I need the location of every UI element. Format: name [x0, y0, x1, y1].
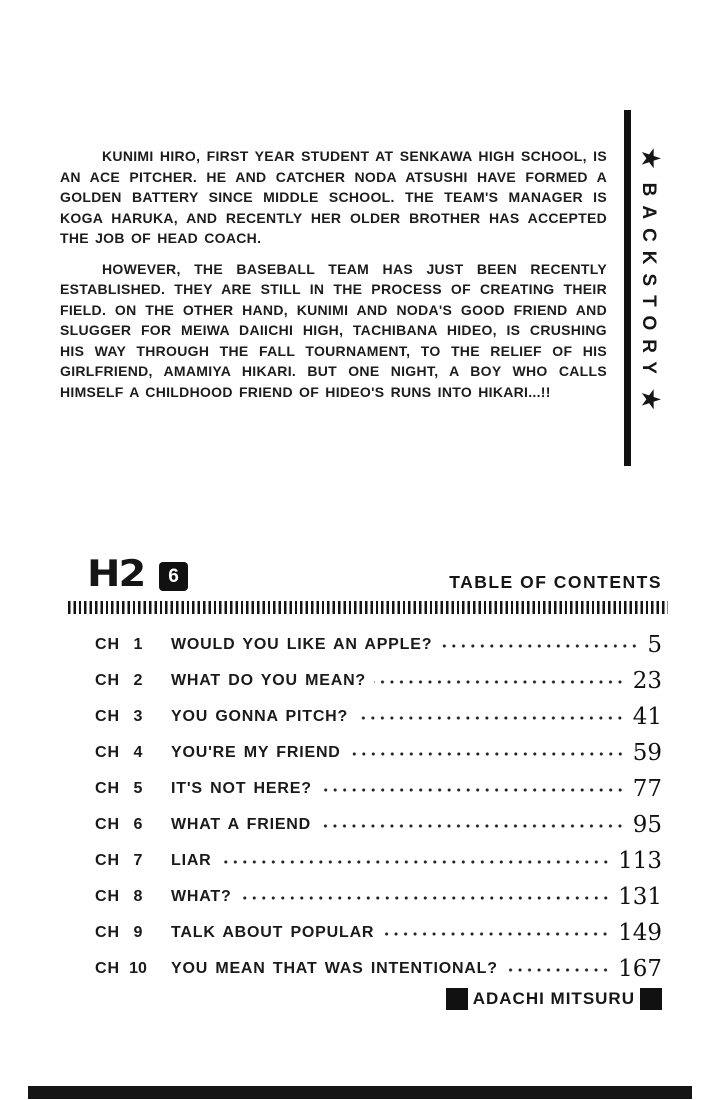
chapter-row — [95, 663, 662, 699]
dot-leader — [382, 931, 610, 937]
chapter-title: TALK ABOUT POPULAR — [171, 924, 375, 941]
chapter-title: IT'S NOT HERE? — [171, 780, 312, 797]
page-number: 167 — [618, 956, 662, 982]
chapter-number: 6 — [133, 816, 143, 833]
chapter-row — [95, 843, 662, 879]
page-number: 59 — [632, 740, 662, 766]
page-number: 41 — [632, 704, 662, 730]
star-icon: ★ — [638, 388, 664, 410]
page-number: 77 — [632, 776, 662, 802]
dot-leader — [220, 859, 611, 865]
chapter-number: 4 — [133, 744, 143, 761]
dot-leader — [440, 643, 639, 649]
author-name: ADACHI MITSURU — [472, 989, 635, 1008]
chapter-number: 3 — [133, 708, 143, 725]
page-bottom-bar — [28, 1086, 692, 1099]
chapter-row — [95, 699, 662, 735]
dot-leader — [319, 823, 625, 829]
chapter-row — [95, 627, 662, 663]
backstory-paragraph-2: HOWEVER, THE BASEBALL TEAM HAS JUST BEEN RECENTLY ESTABLISHED. THEY ARE STILL IN THE PROCESS OF CREATING THEIR FIELD. ON THE OTHER HAND, KUNIMI AND NODA'S GOOD FRIEND AND SLUGGER FOR MEIWA DAIICHI HIGH, TACHIBANA HIDEO, IS CRUSHING HIS WAY THROUGH THE FALL TOURNAMENT, TO THE RELIEF OF HIS GIRLFRIEND, AMAMIYA HIKARI. BUT ONE NIGHT, A BOY WHO CALLS HIMSELF A CHILDHOOD FRIEND OF HIDEO'S RUNS INTO HIKARI...!! — [60, 260, 607, 400]
chapter-label: CH — [95, 888, 121, 905]
chapter-number: 9 — [133, 924, 143, 941]
chapter-label: CH — [95, 636, 121, 653]
volume-number-badge: 6 — [159, 562, 188, 591]
page-number: 131 — [618, 884, 662, 910]
chapter-title: WHAT? — [171, 888, 232, 905]
dot-leader — [506, 967, 610, 973]
chapter-label: CH — [95, 744, 121, 761]
chapter-label: CH — [95, 816, 121, 833]
page-number: 149 — [618, 920, 662, 946]
backstory-side-label — [637, 148, 664, 448]
chapter-title: WOULD YOU LIKE AN APPLE? — [171, 636, 433, 653]
chapter-number: 7 — [133, 852, 143, 869]
chapter-title: YOU'RE MY FRIEND — [171, 744, 341, 761]
dot-leader — [356, 715, 625, 721]
chapter-row — [95, 951, 662, 987]
chapter-title: WHAT A FRIEND — [171, 816, 312, 833]
chapter-number: 1 — [133, 636, 143, 653]
dot-leader — [240, 895, 611, 901]
star-icon: ★ — [638, 148, 664, 169]
backstory-paragraph-1: KUNIMI HIRO, FIRST YEAR STUDENT AT SENKAWA HIGH SCHOOL, IS AN ACE PITCHER. HE AND CATCHER NODA ATSUSHI HAVE FORMED A GOLDEN BATTERY SINCE MIDDLE SCHOOL. THE TEAM'S MANAGER IS KOGA HARUKA, AND RECENTLY HER OLDER BROTHER HAS ACCEPTED THE JOB OF HEAD COACH. — [60, 148, 607, 246]
chapter-label: CH — [95, 780, 121, 797]
dot-leader — [374, 679, 625, 685]
chapter-label: CH — [95, 708, 121, 725]
author-credit — [446, 988, 662, 1010]
toc-heading: TABLE OF CONTENTS — [449, 572, 662, 592]
chapter-title: LIAR — [171, 852, 212, 869]
chapter-row — [95, 915, 662, 951]
dot-leader — [349, 751, 625, 757]
square-icon — [640, 988, 662, 1010]
chapter-number: 10 — [129, 960, 147, 977]
chapter-number: 5 — [133, 780, 143, 797]
chapter-row — [95, 807, 662, 843]
page-number: 23 — [632, 668, 662, 694]
chapter-list — [95, 627, 662, 987]
chapter-row — [95, 771, 662, 807]
backstory-text-block — [60, 146, 607, 402]
chapter-label: CH — [95, 924, 121, 941]
chapter-label: CH — [95, 852, 121, 869]
chapter-number: 2 — [133, 672, 143, 689]
chapter-label: CH — [95, 960, 121, 977]
chapter-row — [95, 735, 662, 771]
square-icon — [446, 988, 468, 1010]
chapter-title: YOU GONNA PITCH? — [171, 708, 349, 725]
chapter-title: WHAT DO YOU MEAN? — [171, 672, 366, 689]
barcode-divider — [68, 601, 668, 614]
chapter-label: CH — [95, 672, 121, 689]
series-logo: H2 — [87, 553, 145, 596]
chapter-number: 8 — [133, 888, 143, 905]
chapter-title: YOU MEAN THAT WAS INTENTIONAL? — [171, 960, 498, 977]
backstory-label: BACKSTORY — [638, 182, 659, 383]
page-number: 5 — [647, 632, 662, 658]
backstory-divider-line — [624, 110, 631, 466]
chapter-row — [95, 879, 662, 915]
page-number: 95 — [632, 812, 662, 838]
dot-leader — [320, 787, 625, 793]
page-number: 113 — [618, 848, 662, 874]
